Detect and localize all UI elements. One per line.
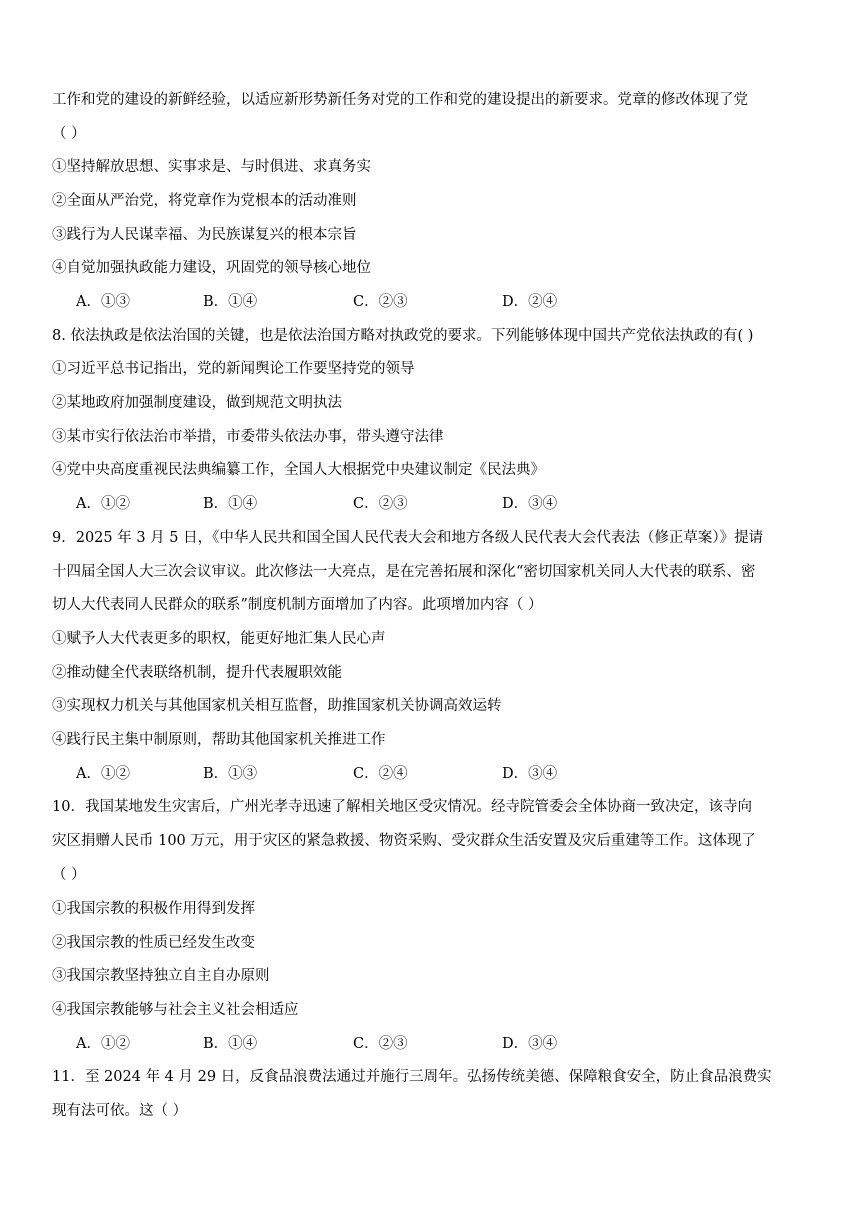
q8-item-1: ①习近平总书记指出，党的新闻舆论工作要坚持党的领导 bbox=[52, 361, 415, 377]
q7-option-a[interactable]: A．①③ bbox=[76, 294, 130, 310]
q9-item-2: ②推动健全代表联络机制，提升代表履职效能 bbox=[52, 665, 342, 681]
q11-stem-line-1: 11．至 2024 年 4 月 29 日，反食品浪费法通过并施行三周年。弘扬传统美德、保障粮食安全，防止食品浪费实 bbox=[52, 1069, 772, 1085]
q10-item-1: ①我国宗教的积极作用得到发挥 bbox=[52, 901, 255, 917]
q8-item-4: ④党中央高度重视民法典编纂工作，全国人大根据党中央建议制定《民法典》 bbox=[52, 462, 545, 478]
q7-stem-continuation: 工作和党的建设的新鲜经验，以适应新形势新任务对党的工作和党的建设提出的新要求。党章的修改体现了党 bbox=[52, 92, 748, 108]
q7-option-b[interactable]: B．①④ bbox=[203, 294, 258, 310]
q7-item-2: ②全面从严治党，将党章作为党根本的活动准则 bbox=[52, 193, 357, 209]
q8-option-b[interactable]: B．①④ bbox=[203, 496, 258, 512]
q8-option-c[interactable]: C．②③ bbox=[353, 496, 408, 512]
q9-option-d[interactable]: D．③④ bbox=[502, 766, 558, 782]
q10-stem-line-1: 10．我国某地发生灾害后，广州光孝寺迅速了解相关地区受灾情况。经寺院管委会全体协商一致决定，该寺向 bbox=[52, 799, 752, 815]
q9-stem-line-2: 十四届全国人大三次会议审议。此次修法一大亮点，是在完善拓展和深化“密切国家机关同人大代表的联系、密 bbox=[52, 564, 756, 580]
q8-stem: 8. 依法执政是依法治国的关键，也是依法治国方略对执政党的要求。下列能够体现中国共产党依法执政的有( ) bbox=[52, 328, 754, 344]
q10-stem-line-3: （ ） bbox=[52, 867, 86, 883]
q8-item-3: ③某市实行依法治市举措，市委带头依法办事，带头遵守法律 bbox=[52, 429, 444, 445]
q10-option-c[interactable]: C．②③ bbox=[353, 1036, 408, 1052]
q7-option-d[interactable]: D．②④ bbox=[502, 294, 558, 310]
q9-option-a[interactable]: A．①② bbox=[76, 766, 130, 782]
q9-option-b[interactable]: B．①③ bbox=[203, 766, 258, 782]
q9-item-1: ①赋予人大代表更多的职权，能更好地汇集人民心声 bbox=[52, 631, 386, 647]
q9-option-c[interactable]: C．②④ bbox=[353, 766, 408, 782]
q10-option-a[interactable]: A．①② bbox=[76, 1036, 130, 1052]
q7-option-c[interactable]: C．②③ bbox=[353, 294, 408, 310]
q7-item-4: ④自觉加强执政能力建设，巩固党的领导核心地位 bbox=[52, 260, 371, 276]
q10-option-d[interactable]: D．③④ bbox=[502, 1036, 558, 1052]
q11-stem-line-2: 现有法可依。这（ ） bbox=[52, 1103, 188, 1119]
q10-stem-line-2: 灾区捐赠人民币 100 万元，用于灾区的紧急救援、物资采购、受灾群众生活安置及灾后重建等工作。这体现了 bbox=[52, 833, 756, 849]
q9-item-3: ③实现权力机关与其他国家机关相互监督，助推国家机关协调高效运转 bbox=[52, 698, 502, 714]
q9-item-4: ④践行民主集中制原则，帮助其他国家机关推进工作 bbox=[52, 732, 386, 748]
q7-item-3: ③践行为人民谋幸福、为民族谋复兴的根本宗旨 bbox=[52, 227, 357, 243]
q9-stem-line-1: 9．2025 年 3 月 5 日，《中华人民共和国全国人民代表大会和地方各级人民代表大会代表法（修正草案）》提请 bbox=[52, 530, 764, 546]
q9-stem-line-3: 切人大代表同人民群众的联系”制度机制方面增加了内容。此项增加内容（ ） bbox=[52, 597, 543, 613]
q10-item-3: ③我国宗教坚持独立自主自办原则 bbox=[52, 968, 270, 984]
q7-answer-blank: （ ） bbox=[52, 126, 86, 142]
q7-item-1: ①坚持解放思想、实事求是、与时俱进、求真务实 bbox=[52, 159, 371, 175]
q10-item-4: ④我国宗教能够与社会主义社会相适应 bbox=[52, 1002, 299, 1018]
q8-item-2: ②某地政府加强制度建设，做到规范文明执法 bbox=[52, 395, 342, 411]
q8-option-d[interactable]: D．③④ bbox=[502, 496, 558, 512]
q10-option-b[interactable]: B．①④ bbox=[203, 1036, 258, 1052]
q10-item-2: ②我国宗教的性质已经发生改变 bbox=[52, 935, 255, 951]
q8-option-a[interactable]: A．①② bbox=[76, 496, 130, 512]
